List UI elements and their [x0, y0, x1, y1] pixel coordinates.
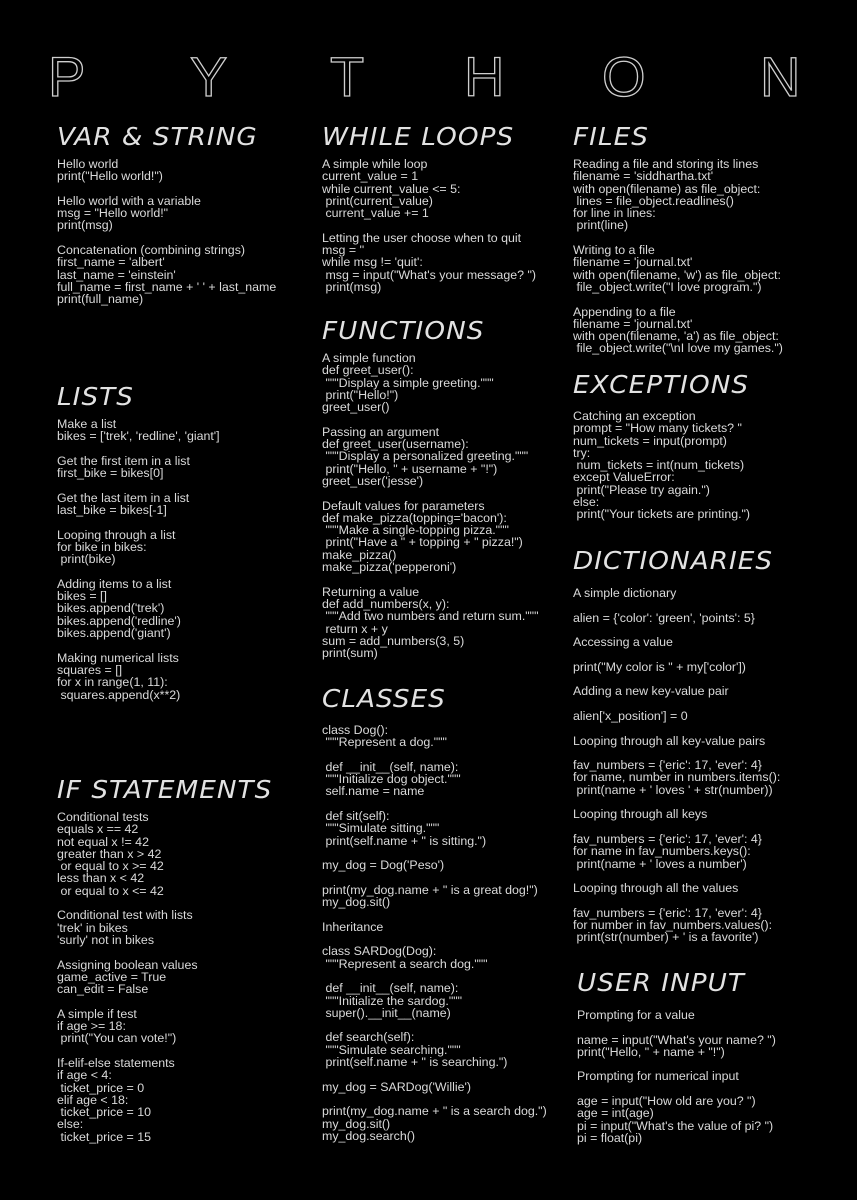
blank-line [573, 293, 783, 305]
code-line: def __init__(self, name): [322, 981, 459, 996]
code-line: class Dog(): [322, 723, 389, 737]
code-line: current_value = 1 [322, 169, 419, 184]
code-line: Looping through all keys [573, 807, 708, 822]
title-letter: H [464, 45, 505, 108]
code-line: or equal to x <= 42 [57, 883, 164, 898]
code-line: filename = 'journal.txt' [573, 316, 693, 331]
code-line: print(line) [573, 218, 629, 233]
code-line: squares = [] [57, 662, 123, 677]
code-line: class SARDog(Dog): [322, 944, 437, 959]
code-line: pi = input("What's the value of pi? ") [577, 1118, 774, 1133]
code-line: """Represent a dog.""" [322, 735, 447, 750]
blank-line [573, 599, 780, 611]
section-heading: DICTIONARIES [573, 546, 774, 575]
blank-line [577, 1021, 776, 1033]
blank-line [57, 946, 262, 958]
code-line: Appending to a file [573, 304, 676, 319]
code-line: elif age < 18: [57, 1092, 129, 1107]
code-line: Assigning boolean values [57, 957, 198, 972]
code-line: else: [573, 495, 600, 510]
code-line: print("Hello world!") [57, 169, 163, 184]
code-line: print(msg) [322, 279, 382, 294]
code-line: print("Hello!") [322, 387, 399, 402]
code-line: msg = "Hello world!" [57, 206, 169, 221]
section-heading: IF STATEMENTS [57, 775, 273, 804]
code-line: my_dog.search() [322, 1128, 415, 1143]
code-line: def search(self): [322, 1030, 415, 1045]
section-heading: WHILE LOOPS [322, 122, 515, 151]
poster-title [0, 40, 857, 110]
code-line: last_name = 'einstein' [57, 267, 176, 282]
code-lines [573, 158, 783, 355]
code-line: Adding items to a list [57, 576, 172, 591]
code-line: Get the first item in a list [57, 453, 190, 468]
title-letters [0, 40, 857, 110]
blank-line [57, 639, 220, 651]
code-line: not equal x != 42 [57, 834, 149, 849]
code-line: print(name + ' loves a number') [573, 856, 747, 871]
blank-line [573, 894, 780, 906]
code-line: 'trek' in bikes [57, 920, 128, 935]
code-line: bikes.append('redline') [57, 613, 181, 628]
blank-line [322, 219, 536, 231]
code-line: pi = float(pi) [577, 1130, 643, 1145]
code-line: while current_value <= 5: [322, 181, 461, 196]
code-line: fav_numbers = {'eric': 17, 'ever': 4} [573, 831, 762, 846]
section-files [573, 122, 783, 355]
code-line: print(full_name) [57, 292, 144, 307]
code-line: Default values for parameters [322, 498, 485, 513]
code-line: filename = 'journal.txt' [573, 255, 693, 270]
code-line: for number in fav_numbers.values(): [573, 918, 773, 933]
code-line: print("My color is " + my['color']) [573, 659, 746, 674]
code-line: return x + y [322, 621, 388, 636]
code-line: Hello world [57, 157, 119, 171]
code-line: greet_user('jesse') [322, 473, 424, 488]
code-line: current_value += 1 [322, 206, 429, 221]
code-line: make_pizza() [322, 547, 397, 562]
code-line: A simple function [322, 351, 416, 365]
code-line: print(my_dog.name + " is a search dog.") [322, 1104, 547, 1119]
section-heading: EXCEPTIONS [573, 370, 750, 399]
code-line: print(str(number) + ' is a favorite') [573, 930, 759, 945]
code-line: """Add two numbers and return sum.""" [322, 609, 539, 624]
title-letter: P [48, 45, 86, 108]
code-lines [57, 158, 276, 306]
code-line: A simple while loop [322, 157, 428, 171]
code-line: file_object.write("I love program.") [573, 279, 762, 294]
code-line: If-elif-else statements [57, 1055, 175, 1070]
code-line: Accessing a value [573, 635, 673, 650]
code-line: Writing to a file [573, 243, 655, 258]
code-line: print("Have a " + topping + " pizza!") [322, 535, 523, 550]
code-line: def sit(self): [322, 809, 390, 824]
section-heading: VAR & STRING [57, 122, 258, 151]
code-line: """Simulate searching.""" [322, 1042, 461, 1057]
code-line: A simple dictionary [573, 586, 677, 600]
code-line: equals x == 42 [57, 822, 139, 837]
code-line: Conditional tests [57, 810, 149, 824]
code-line: Passing an argument [322, 424, 440, 439]
blank-line [322, 872, 547, 884]
code-line: lines = file_object.readlines() [573, 193, 734, 208]
code-line: alien['x_position'] = 0 [573, 708, 688, 723]
code-line: print(current_value) [322, 193, 433, 208]
code-line: Reading a file and storing its lines [573, 157, 759, 171]
code-line: name = input("What's your name? ") [577, 1032, 776, 1047]
code-line: Prompting for numerical input [577, 1069, 739, 1084]
section-lists [57, 382, 220, 701]
code-line: ticket_price = 15 [57, 1129, 152, 1144]
code-line: def greet_user(): [322, 363, 414, 378]
code-line: """Make a single-topping pizza.""" [322, 523, 509, 538]
code-line: bikes = ['trek', 'redline', 'giant'] [57, 429, 220, 444]
blank-line [322, 413, 538, 425]
code-line: print("Please try again.") [573, 482, 710, 497]
blank-line [57, 516, 220, 528]
code-line: Making numerical lists [57, 650, 179, 665]
code-lines [57, 418, 220, 701]
code-line: bikes = [] [57, 589, 107, 604]
code-line: full_name = first_name + ' ' + last_name [57, 279, 277, 294]
code-line: sum = add_numbers(3, 5) [322, 633, 465, 648]
code-line: msg = input("What's your message? ") [322, 267, 536, 282]
code-line: Returning a value [322, 584, 420, 599]
code-line: can_edit = False [57, 982, 149, 997]
blank-line [57, 566, 220, 578]
code-line: if age >= 18: [57, 1019, 126, 1034]
code-line: try: [573, 445, 591, 460]
blank-line [57, 995, 262, 1007]
code-line: make_pizza('pepperoni') [322, 560, 457, 575]
section-classes [322, 684, 547, 1142]
code-line: """Display a simple greeting.""" [322, 375, 494, 390]
code-line: print("Hello, " + name + "!") [577, 1044, 725, 1059]
blank-line [57, 479, 220, 491]
code-line: print(self.name + " is searching.") [322, 1055, 508, 1070]
code-line: print(bike) [57, 552, 116, 567]
code-line: less than x < 42 [57, 871, 145, 886]
title-letter: Y [190, 45, 228, 108]
code-line: with open(filename, 'w') as file_object: [573, 267, 781, 282]
code-line: first_bike = bikes[0] [57, 466, 164, 481]
code-lines [322, 352, 538, 659]
code-line: Hello world with a variable [57, 193, 201, 208]
section-while-loops [322, 122, 536, 293]
code-lines [57, 811, 262, 1143]
section-heading: CLASSES [322, 684, 446, 713]
code-line: ticket_price = 0 [57, 1080, 145, 1095]
code-line: """Initialize the sardog.""" [322, 993, 463, 1008]
code-line: Concatenation (combining strings) [57, 243, 246, 258]
code-line: for line in lines: [573, 206, 656, 221]
section-user-input [577, 968, 776, 1144]
code-line: msg = '' [322, 243, 365, 258]
code-line: self.name = name [322, 784, 425, 799]
code-line: with open(filename) as file_object: [573, 181, 761, 196]
code-line: for bike in bikes: [57, 539, 147, 554]
code-line: """Represent a search dog.""" [322, 956, 488, 971]
blank-line [573, 648, 780, 660]
code-line: print("You can vote!") [57, 1031, 177, 1046]
code-line: age = int(age) [577, 1106, 654, 1121]
section-var-string [57, 122, 276, 306]
code-line: def __init__(self, name): [322, 759, 459, 774]
code-line: Inheritance [322, 919, 384, 934]
blank-line [573, 722, 780, 734]
code-line: Adding a new key-value pair [573, 684, 729, 699]
code-line: """Simulate sitting.""" [322, 821, 440, 836]
code-line: for x in range(1, 11): [57, 675, 168, 690]
code-lines [322, 724, 547, 1142]
code-line: game_active = True [57, 969, 167, 984]
code-line: A simple if test [57, 1006, 137, 1021]
code-line: age = input("How old are you? ") [577, 1094, 756, 1109]
blank-line [322, 487, 538, 499]
code-line: print("Hello, " + username + "!") [322, 461, 498, 476]
code-line: my_dog = SARDog('Willie') [322, 1079, 471, 1094]
code-line: ticket_price = 10 [57, 1105, 152, 1120]
code-line: Looping through a list [57, 527, 176, 542]
code-line: Letting the user choose when to quit [322, 230, 522, 245]
code-line: super().__init__(name) [322, 1005, 451, 1020]
code-line: fav_numbers = {'eric': 17, 'ever': 4} [573, 758, 762, 773]
code-line: Prompting for a value [577, 1008, 695, 1022]
code-line: filename = 'siddhartha.txt' [573, 169, 714, 184]
section-dictionaries [573, 546, 780, 944]
code-line: Looping through all key-value pairs [573, 733, 766, 748]
section-functions [322, 316, 538, 659]
code-line: my_dog.sit() [322, 895, 391, 910]
code-line: num_tickets = input(prompt) [573, 433, 727, 448]
code-line: prompt = "How many tickets? " [573, 421, 742, 436]
code-line: fav_numbers = {'eric': 17, 'ever': 4} [573, 905, 762, 920]
code-line: print("Your tickets are printing.") [573, 507, 751, 522]
title-letter: T [330, 45, 365, 108]
code-line: def greet_user(username): [322, 437, 469, 452]
code-line: Catching an exception [573, 409, 696, 423]
code-line: for name, number in numbers.items(): [573, 770, 781, 785]
code-line: while msg != 'quit': [322, 255, 423, 270]
code-line: Get the last item in a list [57, 490, 190, 505]
code-line: except ValueError: [573, 470, 675, 485]
code-line: last_bike = bikes[-1] [57, 503, 167, 518]
code-line: Make a list [57, 417, 117, 431]
title-letter: O [602, 45, 646, 108]
code-line: first_name = 'albert' [57, 255, 165, 270]
code-line: Conditional test with lists [57, 908, 193, 923]
code-line: if age < 4: [57, 1068, 112, 1083]
code-line: print(sum) [322, 646, 378, 661]
blank-line [322, 908, 547, 920]
code-line: else: [57, 1117, 84, 1132]
code-line: greet_user() [322, 400, 390, 415]
code-lines [573, 410, 750, 521]
section-heading: FILES [573, 122, 649, 151]
code-line: greater than x > 42 [57, 846, 162, 861]
code-line: num_tickets = int(num_tickets) [573, 458, 745, 473]
code-line: bikes.append('giant') [57, 626, 171, 641]
code-line: bikes.append('trek') [57, 601, 165, 616]
blank-line [322, 573, 538, 585]
section-if-statements [57, 775, 273, 1144]
code-line: """Display a personalized greeting.""" [322, 449, 529, 464]
code-line: print(my_dog.name + " is a great dog!") [322, 882, 538, 897]
code-line: squares.append(x**2) [57, 687, 181, 702]
code-line: alien = {'color': 'green', 'points': 5} [573, 610, 755, 625]
code-lines [577, 1009, 776, 1144]
section-heading: LISTS [57, 382, 134, 411]
code-line: 'surly' not in bikes [57, 932, 155, 947]
code-line: or equal to x >= 42 [57, 859, 164, 874]
code-lines [573, 587, 780, 944]
code-line: my_dog.sit() [322, 1116, 391, 1131]
code-line: print(self.name + " is sitting.") [322, 833, 487, 848]
title-letter: N [760, 45, 801, 108]
section-exceptions [573, 370, 750, 521]
blank-line [322, 1068, 547, 1080]
code-line: def make_pizza(topping='bacon'): [322, 510, 507, 525]
code-line: with open(filename, 'a') as file_object: [573, 329, 779, 344]
code-line: print(name + ' loves ' + str(number)) [573, 782, 773, 797]
code-line: for name in fav_numbers.keys(): [573, 844, 751, 859]
code-lines [322, 158, 536, 293]
code-line: my_dog = Dog('Peso') [322, 858, 445, 873]
code-line: file_object.write("\nI love my games.") [573, 341, 783, 356]
code-line: print(msg) [57, 218, 113, 233]
code-line: """Initialize dog object.""" [322, 772, 461, 787]
code-line: def add_numbers(x, y): [322, 596, 450, 611]
section-heading: FUNCTIONS [322, 316, 485, 345]
section-heading: USER INPUT [577, 968, 745, 997]
code-line: Looping through all the values [573, 881, 739, 896]
